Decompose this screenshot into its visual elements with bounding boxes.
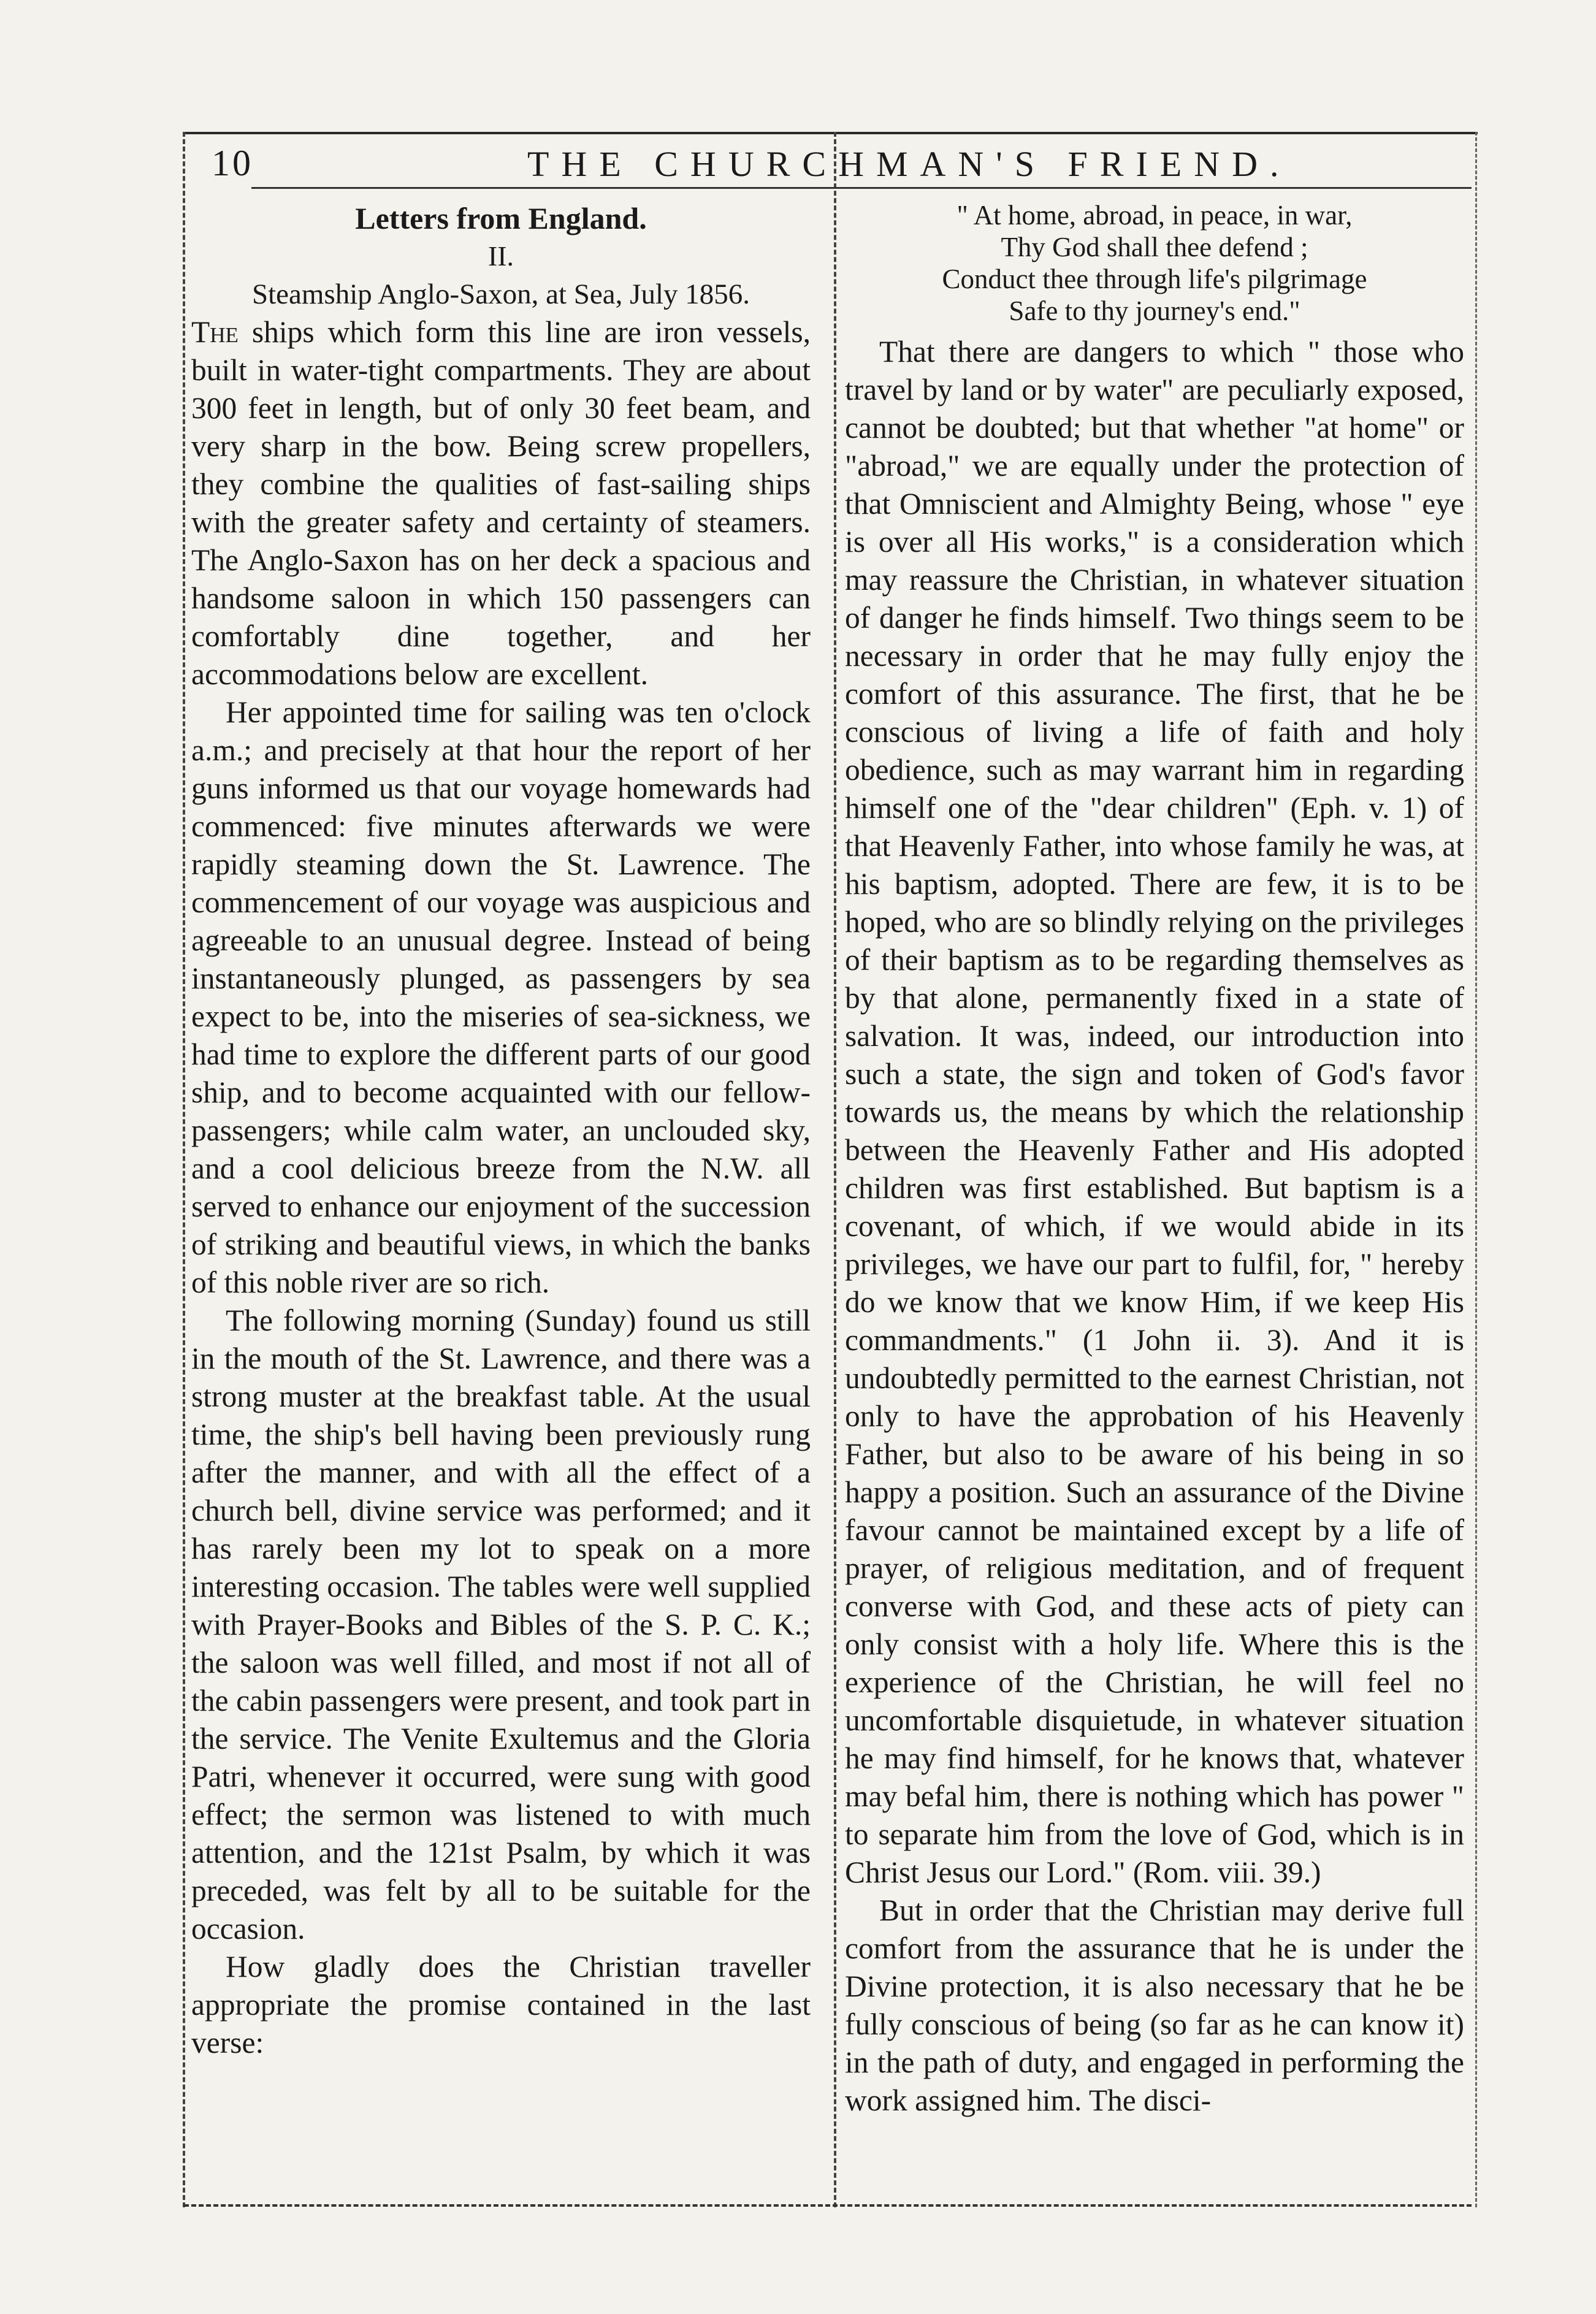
page-number: 10 [212, 143, 253, 183]
left-column [191, 199, 811, 2062]
right-column-border [1475, 132, 1477, 2207]
top-rule [184, 132, 1478, 134]
paragraph-6: But in order that the Christian may derive full comfort from the assurance that he is under the Divine protection, it is also necessary that he be fully conscious of being (so far as he can know it) in the path of duty, and engaged in performing the work assigned him. The disci- [845, 1893, 1464, 2117]
paragraph-4: How gladly does the Christian traveller appropriate the promise contained in the last verse: [191, 1950, 811, 2060]
column-divider [834, 132, 836, 2207]
paragraph-1-text: ships which form this line are iron vessels, built in water-tight compartments. They are about 300 feet in length, but of only 30 feet beam, and very sharp in the bow. Being screw propellers, they combine the qualities of fast-sailing ships with the greater safety and certainty of steamers. The Anglo-Saxon has on her deck a spacious and handsome saloon in which 150 passengers can comfortably dine together, and her accommodations below are excellent. [191, 315, 811, 691]
lead-word: The [191, 315, 239, 349]
verse-line: Safe to thy journey's end." [1009, 296, 1300, 326]
paragraph-2: Her appointed time for sailing was ten o'clock a.m.; and precisely at that hour the report of her guns informed us that our voyage homewards had commenced: five minutes afterwards we were rapidly steaming down the St. Lawrence. The commencement of our voyage was auspicious and agreeable to an unusual degree. Instead of being instantaneously plunged, as passengers by sea expect to be, into the miseries of sea-sickness, we had time to explore the different parts of our good ship, and to become acquainted with our fellow-passengers; while calm water, an unclouded sky, and a cool delicious breeze from the N.W. all served to enhance our enjoyment of the succession of striking and beautiful views, in which the banks of this noble river are so rich. [191, 695, 811, 1299]
paragraph-1 [191, 313, 811, 693]
running-title: THE CHURCHMAN'S FRIEND. [527, 144, 1291, 184]
article-title: Letters from England. [355, 201, 647, 235]
right-column [845, 199, 1464, 2120]
verse-line: Thy God shall thee defend ; [1001, 232, 1308, 262]
paragraph-5: That there are dangers to which " those who travel by land or by water" are peculiarly exposed, cannot be doubted; but that whether "at home" or "abroad," we are equally under the protection of that Omniscient and Almighty Being, whose " eye is over all His works," is a consideration which may reassure the Christian, in whatever situation of danger he finds himself. Two things seem to be necessary in order that he may fully enjoy the comfort of this assurance. The first, that he be conscious of living a life of faith and holy obedience, such as may warrant him in regarding himself one of the "dear children" (Eph. v. 1) of that Heavenly Father, into whose family he was, at his baptism, adopted. There are few, it is to be hoped, who are so blindly relying on the privileges of their baptism as to be regarding themselves as by that alone, permanently fixed in a state of salvation. It was, indeed, our introduction into such a state, the sign and token of God's favor towards us, the means by which the relationship between the Heavenly Father and His adopted children was first established. But baptism is a covenant, of which, if we would abide in its privileges, we have our part to fulfil, for, " hereby do we know that we know Him, if we keep His commandments." (1 John ii. 3). And it is undoubtedly permitted to the earnest Christian, not only to have the approbation of his Heavenly Father, but also to be aware of his being in so happy a position. Such an assurance of the Divine favour cannot be maintained except by a life of prayer, of religious meditation, and of frequent converse with God, and these acts of piety can only consist with a holy life. Where this is the experience of the Christian, he will feel no uncomfortable disquietude, in whatever situation he may find himself, for he knows that, whatever may befal him, there is nothing which has power " to separate him from the love of God, which is in Christ Jesus our Lord." (Rom. viii. 39.) [845, 335, 1464, 1889]
paragraph-3: The following morning (Sunday) found us still in the mouth of the St. Lawrence, and there was a strong muster at the breakfast table. At the usual time, the ship's bell having been previously rung after the manner, and with all the effect of a church bell, divine service was performed; and it has rarely been my lot to speak on a more interesting occasion. The tables were well supplied with Prayer-Books and Bibles of the S. P. C. K.; the saloon was well filled, and most if not all of the cabin passengers were present, and took part in the service. The Venite Exultemus and the Gloria Patri, whenever it occurred, were sung with good effect; the sermon was listened to with much attention, and the 121st Psalm, by which it was preceded, was felt by all to be suitable for the occasion. [191, 1304, 811, 1946]
verse-line: " At home, abroad, in peace, in war, [956, 200, 1353, 231]
verse-line: Conduct thee through life's pilgrimage [942, 264, 1367, 294]
dateline: Steamship Anglo-Saxon, at Sea, July 1856. [251, 278, 750, 310]
hymn-verse [845, 199, 1464, 327]
page-header [184, 142, 1478, 185]
left-column-border [183, 132, 185, 2207]
article-numeral: II. [487, 240, 514, 272]
bottom-rule [184, 2204, 1472, 2207]
header-rule [251, 187, 1472, 189]
